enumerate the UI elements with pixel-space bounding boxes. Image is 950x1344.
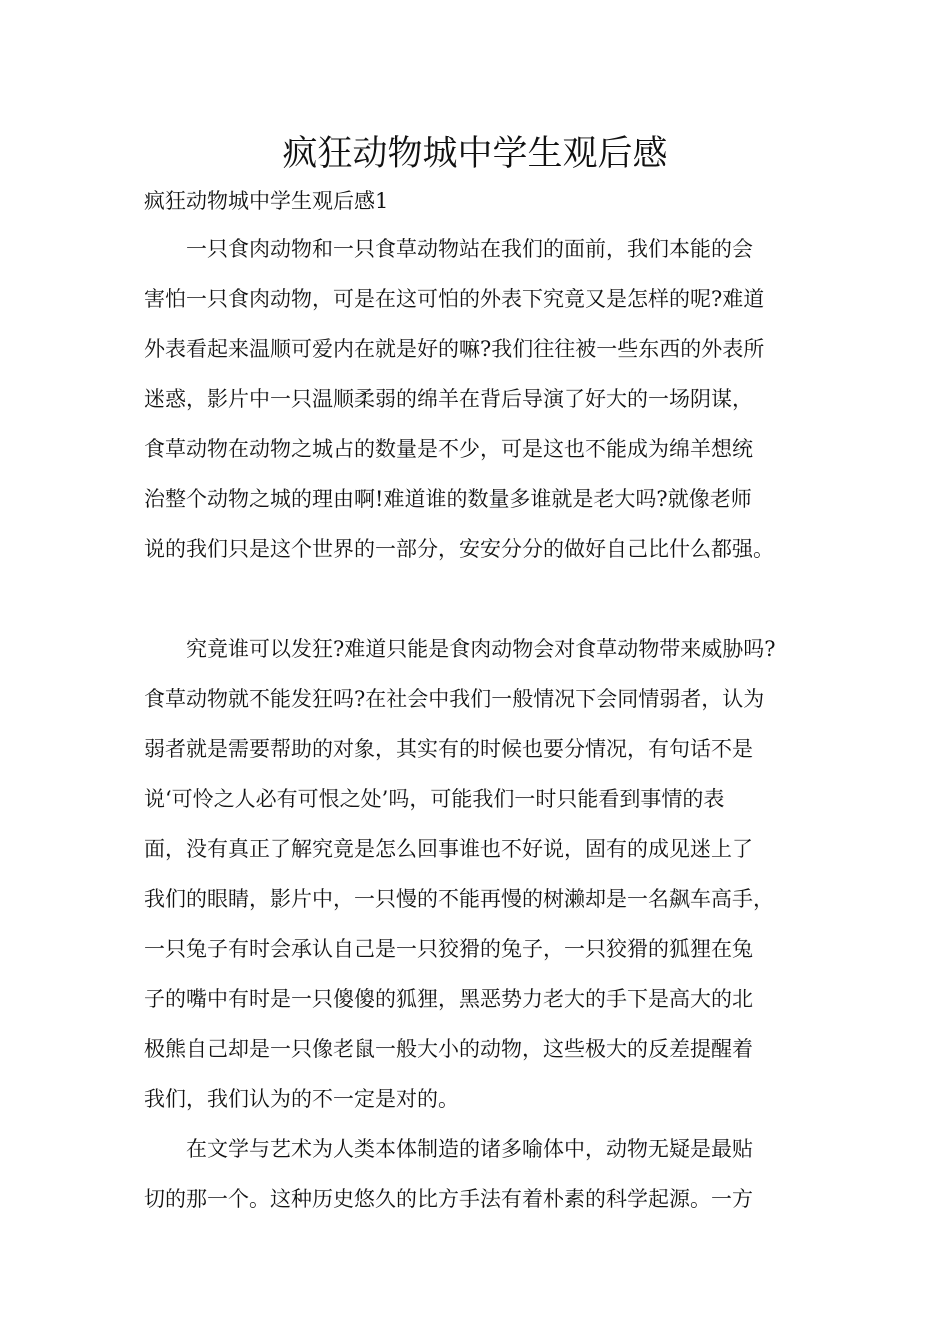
- paragraph-line: 极熊自己却是一只像老鼠一般大小的动物，这些极大的反差提醒着: [144, 1037, 753, 1061]
- paragraph-line: 一只食肉动物和一只食草动物站在我们的面前，我们本能的会: [186, 237, 753, 261]
- paragraph-line: 治整个动物之城的理由啊!难道谁的数量多谁就是老大吗?就像老师: [144, 487, 752, 511]
- paragraph-line: 食草动物在动物之城占的数量是不少，可是这也不能成为绵羊想统: [144, 437, 753, 461]
- paragraph-line: 害怕一只食肉动物，可是在这可怕的外表下究竟又是怎样的呢?难道: [144, 287, 765, 311]
- paragraph-line: 说‘可怜之人必有可恨之处’吗，可能我们一时只能看到事情的表: [144, 787, 725, 811]
- section-heading: 疯狂动物城中学生观后感1: [144, 189, 389, 213]
- paragraph-line: 说的我们只是这个世界的一部分，安安分分的做好自己比什么都强。: [144, 537, 774, 561]
- paragraph-line: 迷惑，影片中一只温顺柔弱的绵羊在背后导演了好大的一场阴谋，: [144, 387, 753, 411]
- paragraph-line: 食草动物就不能发狂吗?在社会中我们一般情况下会同情弱者，认为: [144, 687, 765, 711]
- paragraph-line: 弱者就是需要帮助的对象，其实有的时候也要分情况，有句话不是: [144, 737, 753, 761]
- paragraph-line: 一只兔子有时会承认自己是一只狡猾的兔子，一只狡猾的狐狸在兔: [144, 937, 753, 961]
- paragraph-line: 我们的眼睛，影片中，一只慢的不能再慢的树濑却是一名飙车高手，: [144, 887, 774, 911]
- paragraph-line: 面，没有真正了解究竟是怎么回事谁也不好说，固有的成见迷上了: [144, 837, 753, 861]
- document-title: 疯狂动物城中学生观后感: [282, 134, 668, 174]
- paragraph-line: 我们，我们认为的不一定是对的。: [144, 1087, 459, 1111]
- paragraph-line: 子的嘴中有时是一只傻傻的狐狸，黑恶势力老大的手下是高大的北: [144, 987, 753, 1011]
- paragraph-line: 切的那一个。这种历史悠久的比方手法有着朴素的科学起源。一方: [144, 1187, 753, 1211]
- paragraph-line: 外表看起来温顺可爱内在就是好的嘛?我们往往被一些东西的外表所: [144, 337, 765, 361]
- paragraph-line: 究竟谁可以发狂?难道只能是食肉动物会对食草动物带来威胁吗?: [186, 637, 776, 661]
- paragraph-line: 在文学与艺术为人类本体制造的诸多喻体中，动物无疑是最贴: [186, 1137, 753, 1161]
